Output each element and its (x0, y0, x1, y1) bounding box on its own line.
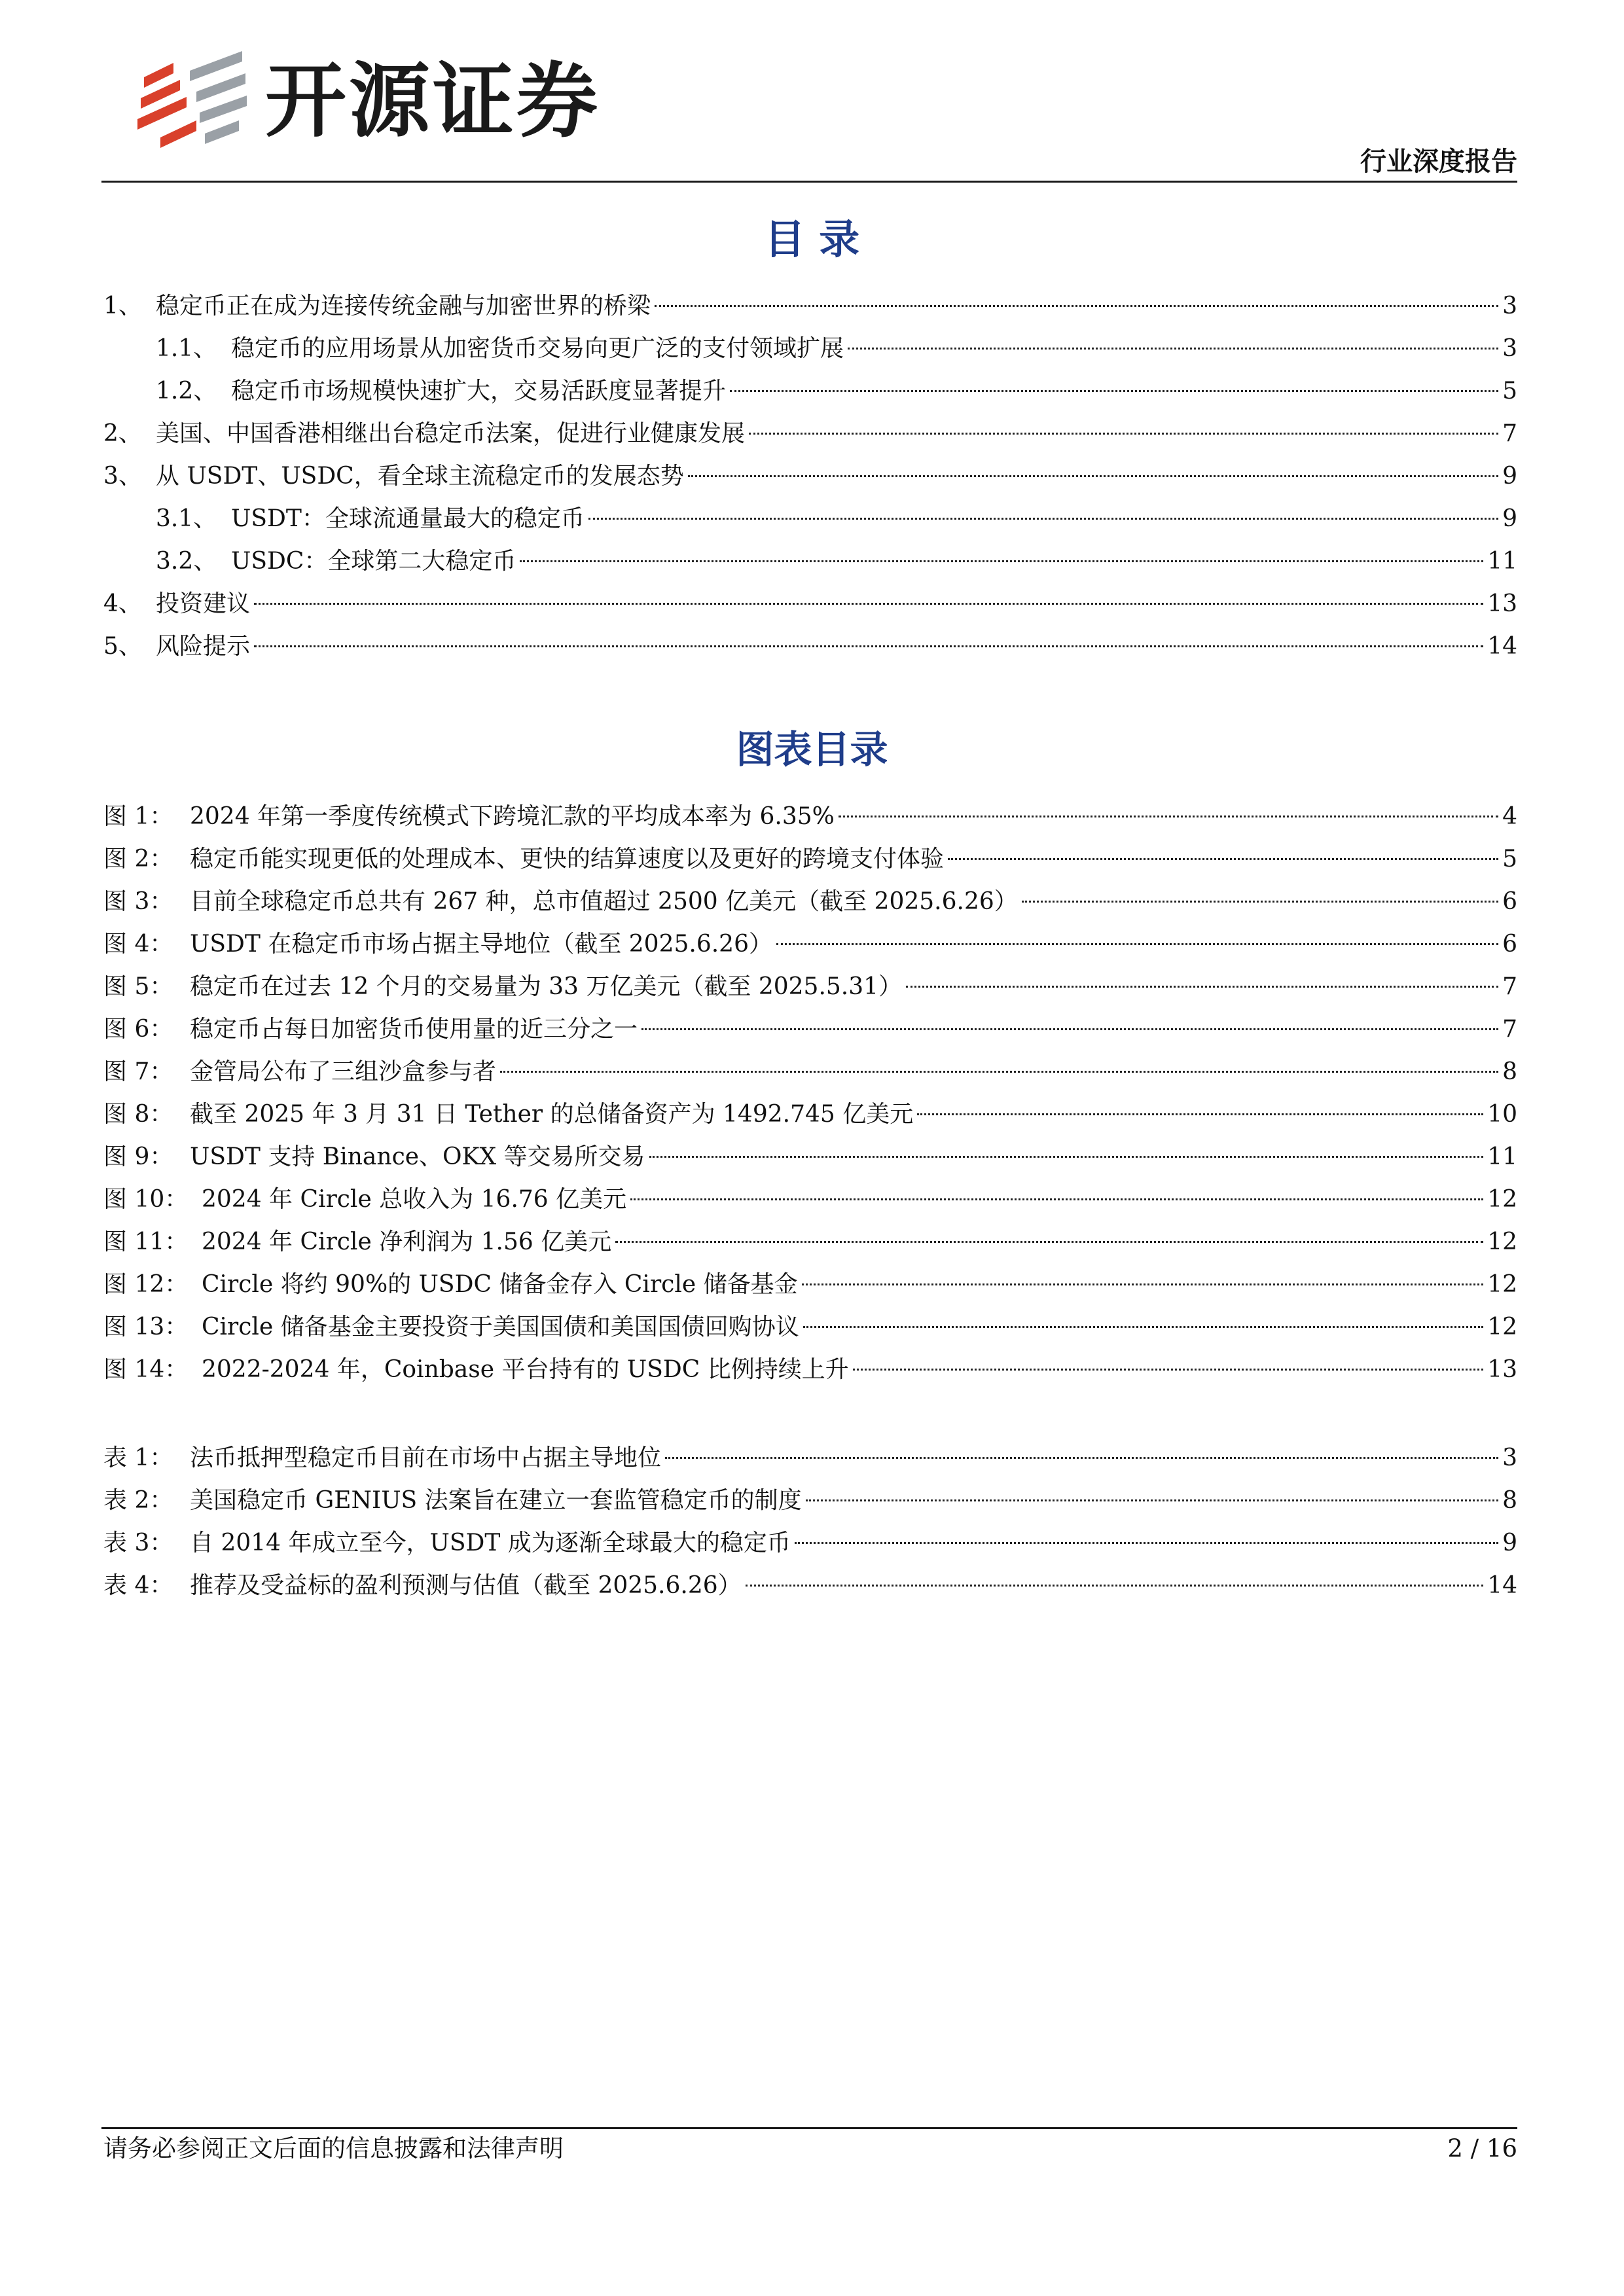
figure-leader (1022, 901, 1498, 903)
toc-item-number: 4、 (103, 590, 142, 617)
figure-leader (906, 986, 1498, 988)
figure-leader (641, 1028, 1498, 1030)
figure-item-page: 7 (1502, 973, 1517, 1000)
toc-item-text: 从 USDT、USDC，看全球主流稳定币的发展态势 (156, 463, 684, 490)
footer-disclaimer: 请务必参阅正文后面的信息披露和法律声明 (103, 2134, 564, 2162)
toc-item-page: 9 (1502, 463, 1517, 490)
toc-item-number: 2、 (103, 420, 142, 447)
figure-item-page: 8 (1502, 1058, 1517, 1085)
toc-item-text: 稳定币正在成为连接传统金融与加密世界的桥梁 (156, 293, 651, 319)
figure-item-page: 5 (1502, 846, 1517, 872)
table-item-text: 自 2014 年成立至今，USDT 成为逐渐全球最大的稳定币 (190, 1530, 791, 1556)
figure-leader (803, 1326, 1483, 1328)
table-leader (746, 1585, 1484, 1587)
toc-item-number: 3.2、 (156, 548, 217, 575)
figure-item-text: 稳定币在过去 12 个月的交易量为 33 万亿美元（截至 2025.5.31） (190, 973, 903, 1000)
header-divider (101, 181, 1517, 183)
figure-item[interactable] (103, 1223, 1517, 1262)
table-item[interactable] (103, 1439, 1517, 1478)
toc-item-text: 美国、中国香港相继出台稳定币法案，促进行业健康发展 (156, 420, 746, 447)
figure-item-page: 11 (1487, 1143, 1517, 1170)
figure-item-number: 图 14： (103, 1356, 189, 1383)
figure-item-number: 图 7： (103, 1058, 173, 1085)
figure-item[interactable] (103, 840, 1517, 879)
figure-item-text: 截至 2025 年 3 月 31 日 Tether 的总储备资产为 1492.745 亿美元 (190, 1101, 914, 1128)
table-item-text: 法币抵押型稳定币目前在市场中占据主导地位 (190, 1444, 662, 1471)
figure-item-number: 图 4： (103, 931, 173, 958)
figures-title: 图表目录 (736, 727, 888, 772)
toc-item[interactable] (156, 499, 1517, 539)
toc-item-number: 1.2、 (156, 378, 217, 404)
figure-item-number: 图 8： (103, 1101, 173, 1128)
toc-item[interactable] (103, 627, 1517, 666)
page-indicator: 2 / 16 (1447, 2134, 1517, 2162)
figure-leader (948, 858, 1498, 860)
figure-item[interactable] (103, 1180, 1517, 1219)
table-leader (665, 1457, 1498, 1459)
figure-item[interactable] (103, 1350, 1517, 1390)
figure-item-number: 图 1： (103, 803, 173, 830)
figure-item[interactable] (103, 1095, 1517, 1134)
toc-item[interactable] (103, 457, 1517, 496)
figure-item-number: 图 12： (103, 1271, 189, 1298)
figure-item-page: 12 (1487, 1314, 1517, 1340)
table-item-page: 14 (1487, 1572, 1517, 1599)
figure-item-page: 13 (1487, 1356, 1517, 1383)
figure-item[interactable] (103, 797, 1517, 836)
toc-item-text: 稳定币市场规模快速扩大，交易活跃度显著提升 (231, 378, 727, 404)
toc-item[interactable] (156, 542, 1517, 581)
toc-item-number: 1.1、 (156, 335, 217, 362)
figure-item-page: 6 (1502, 888, 1517, 915)
figure-item[interactable] (103, 1308, 1517, 1347)
toc-item-text: 稳定币的应用场景从加密货币交易向更广泛的支付领域扩展 (231, 335, 844, 362)
figure-item-number: 图 3： (103, 888, 173, 915)
figure-item-text: 目前全球稳定币总共有 267 种，总市值超过 2500 亿美元（截至 2025.6.26） (190, 888, 1018, 915)
toc-leader (749, 433, 1498, 435)
figure-leader (615, 1241, 1483, 1243)
figure-item[interactable] (103, 1052, 1517, 1092)
figure-item-page: 12 (1487, 1271, 1517, 1298)
figure-item[interactable] (103, 925, 1517, 964)
footer-divider (101, 2127, 1517, 2129)
figure-item-number: 图 11： (103, 1229, 189, 1255)
figure-item-text: 金管局公布了三组沙盒参与者 (190, 1058, 497, 1085)
table-item[interactable] (103, 1524, 1517, 1563)
figure-item-page: 4 (1502, 803, 1517, 830)
report-type-label: 行业深度报告 (1360, 147, 1517, 177)
toc-item-number: 3.1、 (156, 505, 217, 532)
table-item-number: 表 3： (103, 1530, 173, 1556)
table-item-number: 表 4： (103, 1572, 173, 1599)
table-item-text: 美国稳定币 GENIUS 法案旨在建立一套监管稳定币的制度 (190, 1487, 802, 1514)
figure-item-text: Circle 储备基金主要投资于美国国债和美国国债回购协议 (202, 1314, 799, 1340)
toc-item[interactable] (103, 287, 1517, 326)
figure-item[interactable] (103, 882, 1517, 922)
figure-item-page: 12 (1487, 1229, 1517, 1255)
table-leader (795, 1542, 1498, 1544)
toc-item[interactable] (156, 372, 1517, 411)
toc-item-page: 3 (1502, 335, 1517, 362)
table-item[interactable] (103, 1566, 1517, 1605)
toc-item-text: 投资建议 (156, 590, 251, 617)
figure-item[interactable] (103, 1138, 1517, 1177)
toc-item[interactable] (156, 329, 1517, 368)
figure-item-text: 稳定币占每日加密货币使用量的近三分之一 (190, 1016, 638, 1043)
figure-leader (917, 1113, 1483, 1115)
figure-item-number: 图 2： (103, 846, 173, 872)
figure-leader (500, 1071, 1498, 1073)
toc-item[interactable] (103, 584, 1517, 624)
figure-item-number: 图 5： (103, 973, 173, 1000)
toc-title: 目 录 (764, 215, 860, 263)
toc-leader (730, 390, 1498, 392)
table-item-page: 9 (1502, 1530, 1517, 1556)
toc-item-page: 3 (1502, 293, 1517, 319)
toc-leader (520, 560, 1483, 562)
toc-item-text: 风险提示 (156, 633, 251, 660)
table-item-text: 推荐及受益标的盈利预测与估值（截至 2025.6.26） (190, 1572, 742, 1599)
figure-leader (649, 1156, 1484, 1158)
figure-leader (839, 816, 1498, 817)
table-item-number: 表 2： (103, 1487, 173, 1514)
toc-leader (254, 603, 1483, 605)
figure-leader (853, 1369, 1483, 1371)
figure-item-page: 10 (1487, 1101, 1517, 1128)
table-leader (806, 1499, 1498, 1501)
toc-item-number: 1、 (103, 293, 142, 319)
toc-leader (655, 305, 1498, 307)
figure-item-text: 2022-2024 年，Coinbase 平台持有的 USDC 比例持续上升 (202, 1356, 849, 1383)
toc-leader (254, 645, 1483, 647)
toc-leader (588, 518, 1498, 520)
toc-item-page: 9 (1502, 505, 1517, 532)
toc-item-text: USDT：全球流通量最大的稳定币 (231, 505, 585, 532)
toc-leader (848, 348, 1498, 350)
figure-item-text: USDT 支持 Binance、OKX 等交易所交易 (190, 1143, 645, 1170)
figure-item-text: 2024 年 Circle 总收入为 16.76 亿美元 (202, 1186, 627, 1213)
toc-leader (688, 475, 1498, 477)
figure-item-number: 图 10： (103, 1186, 189, 1213)
figure-item-page: 7 (1502, 1016, 1517, 1043)
table-item-page: 8 (1502, 1487, 1517, 1514)
figure-item-text: 2024 年第一季度传统模式下跨境汇款的平均成本率为 6.35% (190, 803, 835, 830)
figure-item-page: 6 (1502, 931, 1517, 958)
figure-item-text: Circle 将约 90%的 USDC 储备金存入 Circle 储备基金 (202, 1271, 798, 1298)
toc-item-number: 5、 (103, 633, 142, 660)
toc-item-number: 3、 (103, 463, 142, 490)
toc-item-page: 7 (1502, 420, 1517, 447)
figure-item-page: 12 (1487, 1186, 1517, 1213)
figure-item-number: 图 6： (103, 1016, 173, 1043)
figure-item-number: 图 13： (103, 1314, 189, 1340)
figure-leader (776, 943, 1498, 945)
figure-item-text: 2024 年 Circle 净利润为 1.56 亿美元 (202, 1229, 612, 1255)
figure-item[interactable] (103, 1010, 1517, 1049)
figure-item[interactable] (103, 967, 1517, 1007)
toc-item-page: 11 (1487, 548, 1517, 575)
figure-item-text: USDT 在稳定币市场占据主导地位（截至 2025.6.26） (190, 931, 772, 958)
brand-name: 开源证券 (265, 54, 601, 149)
table-item-page: 3 (1502, 1444, 1517, 1471)
toc-item[interactable] (103, 414, 1517, 454)
figure-item[interactable] (103, 1265, 1517, 1304)
figure-item-text: 稳定币能实现更低的处理成本、更快的结算速度以及更好的跨境支付体验 (190, 846, 945, 872)
figure-leader (630, 1198, 1483, 1200)
table-item-number: 表 1： (103, 1444, 173, 1471)
figure-leader (802, 1283, 1484, 1285)
toc-item-page: 5 (1502, 378, 1517, 404)
toc-item-text: USDC：全球第二大稳定币 (231, 548, 516, 575)
kaiyuan-securities-logo-icon (134, 51, 252, 149)
figure-item-number: 图 9： (103, 1143, 173, 1170)
toc-item-page: 13 (1487, 590, 1517, 617)
table-item[interactable] (103, 1481, 1517, 1520)
toc-item-page: 14 (1487, 633, 1517, 660)
